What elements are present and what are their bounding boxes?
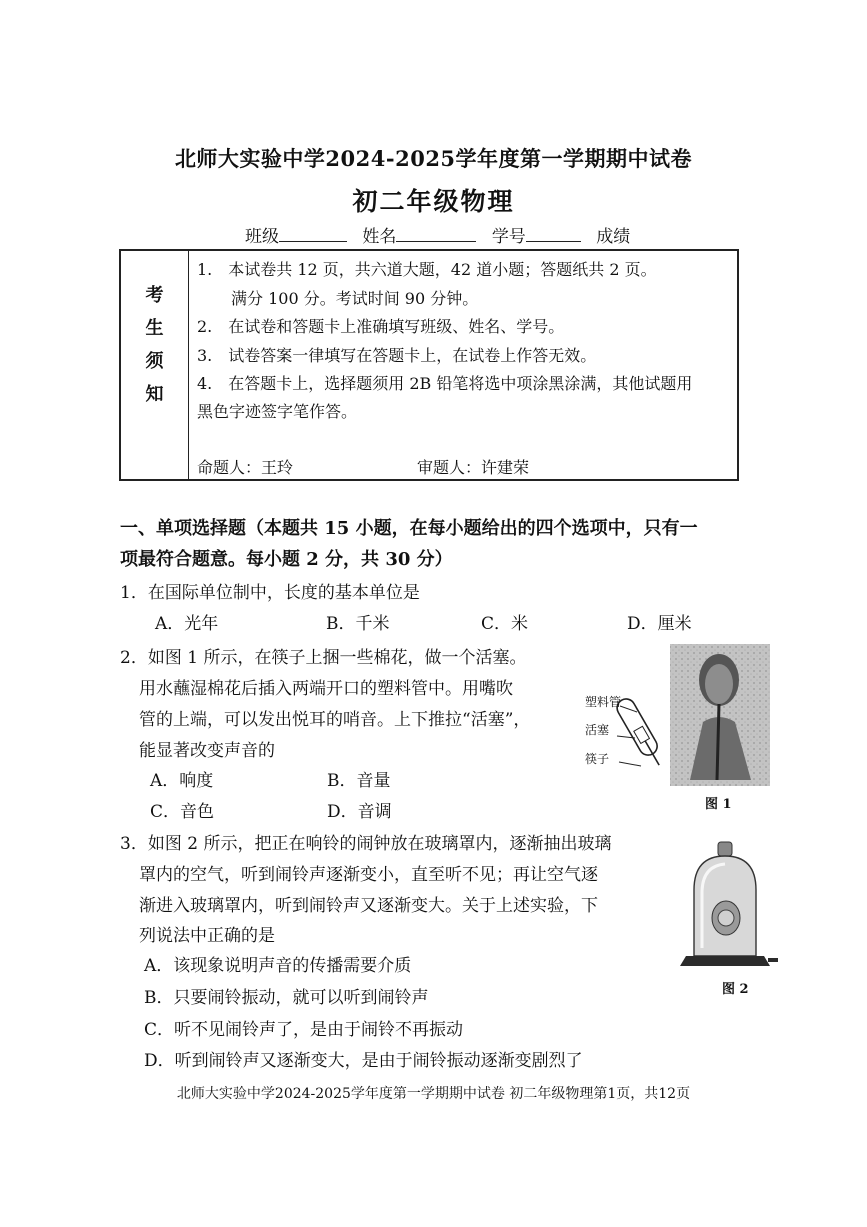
name-blank bbox=[396, 227, 476, 242]
figure-2-knob bbox=[718, 842, 732, 856]
notice-line: 3. 试卷答案一律填写在答题卡上，在试卷上作答无效。 bbox=[197, 346, 597, 365]
question-3-stem: 3．如图 2 所示，把正在响铃的闹钟放在玻璃罩内，逐渐抽出玻璃 bbox=[120, 834, 612, 854]
id-blank bbox=[526, 227, 581, 242]
section-heading-cont: 项最符合题意。每小题 2 分，共 30 分） bbox=[120, 549, 453, 570]
page-footer: 北师大实验中学2024-2025学年度第一学期期中试卷 初二年级物理第1页，共12页 bbox=[176, 1086, 691, 1102]
figure-2-bell-jar bbox=[680, 838, 780, 973]
question-3-stem: 罩内的空气，听到闹铃声逐渐变小，直至听不见；再让空气逐 bbox=[139, 865, 598, 885]
exam-title: 北师大实验中学2024-2025学年度第一学期期中试卷 bbox=[174, 146, 693, 171]
question-3-stem: 列说法中正确的是 bbox=[139, 926, 275, 946]
figure-2-caption: 图 2 bbox=[722, 982, 749, 997]
q1-option-d: D．厘米 bbox=[627, 614, 692, 634]
notice-line: 黑色字迹签字笔作答。 bbox=[197, 402, 358, 421]
q3-option-d: D．听到闹铃声又逐渐变大，是由于闹铃振动逐渐变剧烈了 bbox=[144, 1051, 583, 1071]
score-label: 成绩 bbox=[596, 227, 631, 247]
class-label: 班级 bbox=[245, 227, 279, 247]
figure-1-flute bbox=[585, 640, 775, 790]
notice-char: 知 bbox=[145, 384, 164, 405]
q1-option-c: C．米 bbox=[481, 614, 529, 634]
student-info-line bbox=[245, 222, 630, 247]
exam-notice-box bbox=[119, 249, 739, 481]
notice-reviewer: 审题人：许建荣 bbox=[417, 458, 530, 477]
question-2-stem: 能显著改变声音的 bbox=[139, 741, 275, 761]
class-blank bbox=[279, 227, 347, 242]
q2-option-c: C．音色 bbox=[150, 802, 215, 822]
q1-option-a: A．光年 bbox=[155, 614, 219, 634]
question-2-stem: 管的上端，可以发出悦耳的哨音。上下推拉“活塞”， bbox=[139, 710, 531, 730]
figure-1-label-chopstick: 筷子 bbox=[585, 752, 610, 766]
notice-line: 满分 100 分。考试时间 90 分钟。 bbox=[231, 289, 479, 308]
question-2-stem: 用水蘸湿棉花后插入两端开口的塑料管中。用嘴吹 bbox=[139, 679, 513, 699]
notice-side-label bbox=[121, 251, 189, 479]
section-heading: 一、单项选择题（本题共 15 小题，在每小题给出的四个选项中，只有一 bbox=[120, 518, 698, 539]
q2-option-b: B．音量 bbox=[327, 771, 391, 791]
figure-1-label-piston: 活塞 bbox=[585, 723, 610, 737]
notice-line: 2. 在试卷和答题卡上准确填写班级、姓名、学号。 bbox=[197, 317, 565, 336]
q3-option-a: A．该现象说明声音的传播需要介质 bbox=[144, 956, 412, 976]
figure-1-label-tube: 塑料管 bbox=[585, 695, 622, 709]
question-3-stem: 渐进入玻璃罩内，听到闹铃声又逐渐变大。关于上述实验，下 bbox=[139, 896, 598, 916]
id-label: 学号 bbox=[491, 227, 526, 247]
question-1-stem: 1．在国际单位制中，长度的基本单位是 bbox=[120, 583, 420, 603]
subject-title: 初二年级物理 bbox=[352, 187, 515, 216]
figure-2-base bbox=[680, 956, 770, 966]
notice-line: 4. 在答题卡上，选择题须用 2B 铅笔将选中项涂黑涂满，其他试题用 bbox=[197, 374, 693, 393]
notice-author: 命题人：王玲 bbox=[197, 458, 294, 477]
q3-option-b: B．只要闹铃振动，就可以听到闹铃声 bbox=[144, 988, 429, 1008]
question-2-stem: 2．如图 1 所示，在筷子上捆一些棉花，做一个活塞。 bbox=[120, 648, 527, 668]
notice-char: 须 bbox=[145, 351, 164, 372]
q1-option-b: B．千米 bbox=[326, 614, 390, 634]
notice-char: 生 bbox=[145, 318, 164, 339]
name-label: 姓名 bbox=[362, 227, 397, 247]
q2-option-a: A．响度 bbox=[150, 771, 214, 791]
q2-option-d: D．音调 bbox=[327, 802, 392, 822]
notice-line: 1. 本试卷共 12 页，共六道大题，42 道小题；答题纸共 2 页。 bbox=[197, 260, 657, 279]
notice-char: 考 bbox=[145, 285, 164, 306]
q3-option-c: C．听不见闹铃声了，是由于闹铃不再振动 bbox=[144, 1020, 464, 1040]
figure-1-caption: 图 1 bbox=[705, 797, 732, 812]
